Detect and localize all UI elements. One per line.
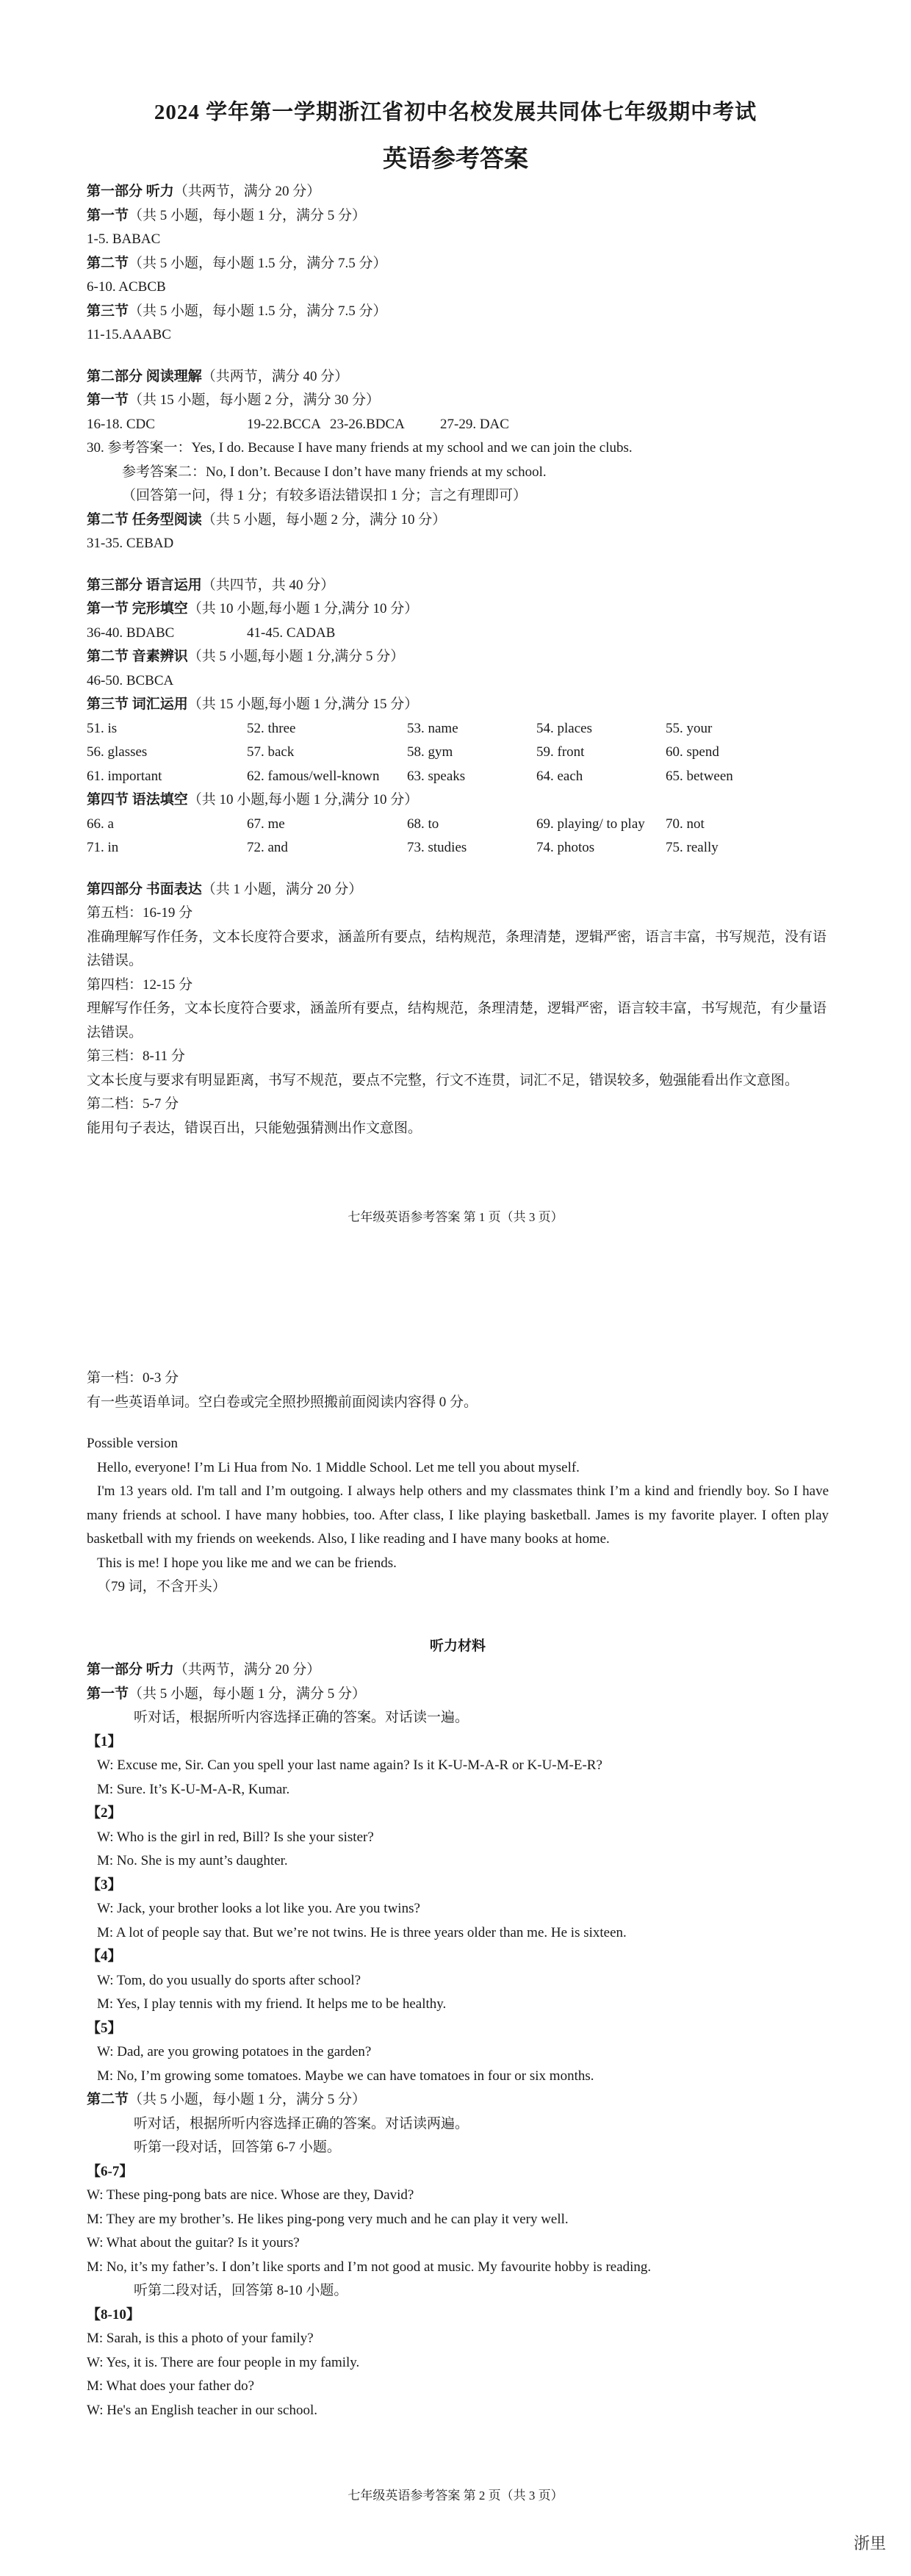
dialogue-label: 【5】 <box>87 2020 122 2036</box>
watermark-text: 浙里 <box>853 2534 886 2552</box>
page-2-body <box>87 1367 829 2422</box>
dialogue-line: W: Jack, your brother looks a lot like you. Are you twins? <box>97 1901 420 1916</box>
dialogue-line: M: No, I’m growing some tomatoes. Maybe we can have tomatoes in four or six months. <box>97 2068 594 2084</box>
dialogue-line: W: Tom, do you usually do sports after school? <box>97 1972 361 1988</box>
material-part2-heading: 第二节（共 5 小题，每小题 1 分，满分 5 分） <box>87 2092 367 2107</box>
grammar-row: 71. in 72. and 73. studies 74. photos 75. really <box>87 840 719 855</box>
material-part1-heading: 第一节（共 5 小题，每小题 1 分，满分 5 分） <box>87 1685 367 1702</box>
reading-part1-answers <box>87 413 829 437</box>
answer-page-1 <box>0 0 911 1264</box>
writing-section-heading: 第四部分 书面表达（共 1 小题，满分 20 分） <box>87 881 363 897</box>
dialogue-line: W: Dad, are you growing potatoes in the garden? <box>97 2044 372 2059</box>
dialogue-label: 【8-10】 <box>87 2306 140 2323</box>
material-part2-instruction: 听对话，根据所听内容选择正确的答案。对话读两遍。 <box>134 2115 469 2131</box>
material-part2-instruction: 听第二段对话，回答第 8-10 小题。 <box>134 2283 348 2298</box>
dialogue-line: W: What about the guitar? Is it yours? <box>87 2235 300 2251</box>
grade-2-label: 第二档：5-7 分 <box>87 1096 179 1112</box>
listening-part1-answers: 1-5. BABAC <box>87 231 161 247</box>
dialogue-line: W: Who is the girl in red, Bill? Is she your sister? <box>97 1829 374 1845</box>
essay-paragraph: This is me! I hope you like me and we can be friends. <box>97 1555 397 1571</box>
answer-key-body <box>87 180 829 1140</box>
grade-4-label: 第四档：12-15 分 <box>87 976 193 993</box>
dialogue-line: W: These ping-pong bats are nice. Whose are they, David? <box>87 2187 414 2203</box>
page-2-footer: 七年级英语参考答案 第 2 页（共 3 页） <box>348 2489 563 2503</box>
grade-5-criteria: 准确理解写作任务，文本长度符合要求，涵盖所有要点，结构规范，条理清楚，逻辑严密，语言丰富，书写规范，没有语法错误。 <box>87 929 827 968</box>
language-section-heading: 第三部分 语言运用（共四节，共 40 分） <box>87 577 335 593</box>
dialogue-label: 【1】 <box>87 1733 122 1749</box>
question-30-answer-1: 30. 参考答案一：Yes, I do. Because I have many friends at my school and we can join the clubs. <box>87 440 633 456</box>
answer-key-title: 英语参考答案 <box>383 146 528 173</box>
grade-3-label: 第三档：8-11 分 <box>87 1048 185 1064</box>
answer-page-2 <box>0 1264 911 2576</box>
grade-1-label: 第一档：0-3 分 <box>87 1370 179 1386</box>
listening-part3-heading: 第三节（共 5 小题，每小题 1.5 分，满分 7.5 分） <box>87 303 387 319</box>
exam-title: 2024 学年第一学期浙江省初中名校发展共同体七年级期中考试 <box>154 101 757 124</box>
dialogue-label: 【6-7】 <box>87 2163 134 2179</box>
reading-answer-group: 23-26.BDCA <box>330 416 405 432</box>
dialogue-line: M: A lot of people say that. But we’re not twins. He is three years older than me. He is sixteen. <box>97 1924 627 1940</box>
word-count-note: （79 词，不含开头） <box>97 1579 226 1594</box>
cloze-answers: 36-40. BDABC 41-45. CADAB <box>87 625 336 641</box>
dialogue-line: M: What does your father do? <box>87 2378 255 2394</box>
reading-part1-heading: 第一节（共 15 小题，每小题 2 分，满分 30 分） <box>87 392 381 408</box>
material-section-heading: 第一部分 听力（共两节，满分 20 分） <box>87 1662 321 1677</box>
reading-answer-group: 16-18. CDC <box>87 416 155 432</box>
reading-part2-answers: 31-35. CEBAD <box>87 536 174 551</box>
listening-part3-answers: 11-15.AAABC <box>87 327 171 342</box>
listening-section-heading: 第一部分 听力（共两节，满分 20 分） <box>87 184 321 199</box>
essay-paragraph: Hello, everyone! I’m Li Hua from No. 1 Middle School. Let me tell you about myself. <box>97 1459 580 1475</box>
vocabulary-row: 61. important 62. famous/well-known 63. speaks 64. each 65. between <box>87 768 733 784</box>
dialogue-line: W: Yes, it is. There are four people in my family. <box>87 2354 360 2370</box>
phoneme-answers: 46-50. BCBCA <box>87 672 174 688</box>
reading-section-heading: 第二部分 阅读理解（共两节，满分 40 分） <box>87 368 349 384</box>
dialogue-line: W: He's an English teacher in our school. <box>87 2402 318 2418</box>
essay-paragraph: I'm 13 years old. I'm tall and I’m outgoing. I always help others and my classmates think I’m a kind and friendly boy. So I have many friends at school. I have many hobbies, too. After class, I like playing basketball. James is my favorite player. I often play basketball with my friends on weekends. Also, I like reading and I have many books at home. <box>87 1483 829 1547</box>
reading-part2-heading: 第二节 任务型阅读（共 5 小题，每小题 2 分，满分 10 分） <box>87 511 447 528</box>
grade-5-label: 第五档：16-19 分 <box>87 905 193 921</box>
listening-part2-heading: 第二节（共 5 小题，每小题 1.5 分，满分 7.5 分） <box>87 255 387 271</box>
grammar-row: 66. a 67. me 68. to 69. playing/ to play 70. not <box>87 816 705 832</box>
grade-2-criteria: 能用句子表达，错误百出，只能勉强猜测出作文意图。 <box>87 1120 422 1136</box>
question-30-answer-2: 参考答案二：No, I don’t. Because I don’t have many friends at my school. <box>122 464 547 480</box>
vocabulary-heading: 第三节 词汇运用（共 15 小题,每小题 1 分,满分 15 分） <box>87 697 419 712</box>
dialogue-line: M: They are my brother’s. He likes ping-pong very much and he can play it very well. <box>87 2211 569 2227</box>
question-30-scoring-note: （回答第一问，得 1 分；有较多语法错误扣 1 分；言之有理即可） <box>122 488 527 503</box>
cloze-heading: 第一节 完形填空（共 10 小题,每小题 1 分,满分 10 分） <box>87 601 419 616</box>
phoneme-heading: 第二节 音素辨识（共 5 小题,每小题 1 分,满分 5 分） <box>87 649 405 664</box>
dialogue-line: M: Sarah, is this a photo of your family? <box>87 2331 314 2346</box>
grammar-heading: 第四节 语法填空（共 10 小题,每小题 1 分,满分 10 分） <box>87 792 419 807</box>
dialogue-line: M: Sure. It’s K-U-M-A-R, Kumar. <box>97 1781 290 1797</box>
grade-4-criteria: 理解写作任务，文本长度符合要求，涵盖所有要点，结构规范，条理清楚，逻辑严密，语言较丰富，书写规范，有少量语法错误。 <box>87 1001 827 1040</box>
material-part1-instruction: 听对话，根据所听内容选择正确的答案。对话读一遍。 <box>134 1710 469 1725</box>
reading-answer-group: 27-29. DAC <box>440 416 509 432</box>
listening-material-title: 听力材料 <box>429 1638 486 1654</box>
dialogue-label: 【2】 <box>87 1805 122 1821</box>
dialogue-line: M: Yes, I play tennis with my friend. It helps me to be healthy. <box>97 1996 447 2012</box>
dialogue-line: M: No. She is my aunt’s daughter. <box>97 1853 288 1868</box>
grade-3-criteria: 文本长度与要求有明显距离，书写不规范，要点不完整，行文不连贯，词汇不足，错误较多，勉强能看出作文意图。 <box>87 1072 799 1088</box>
grade-1-criteria: 有一些英语单词。空白卷或完全照抄照搬前面阅读内容得 0 分。 <box>87 1394 478 1410</box>
dialogue-line: W: Excuse me, Sir. Can you spell your last name again? Is it K-U-M-A-R or K-U-M-E-R? <box>97 1757 602 1773</box>
dialogue-label: 【4】 <box>87 1949 122 1964</box>
vocabulary-row: 51. is 52. three 53. name 54. places 55. your <box>87 720 713 736</box>
page-1-footer: 七年级英语参考答案 第 1 页（共 3 页） <box>348 1210 563 1224</box>
material-part2-instruction: 听第一段对话，回答第 6-7 小题。 <box>134 2140 341 2155</box>
dialogue-line: M: No, it’s my father’s. I don’t like sports and I’m not good at music. My favourite hobby is reading. <box>87 2259 652 2275</box>
possible-version-heading: Possible version <box>87 1436 179 1451</box>
dialogue-label: 【3】 <box>87 1877 122 1893</box>
listening-part1-heading: 第一节（共 5 小题，每小题 1 分，满分 5 分） <box>87 207 367 223</box>
listening-part2-answers: 6-10. ACBCB <box>87 279 166 295</box>
reading-answer-group: 19-22.BCCA <box>247 416 321 432</box>
vocabulary-row: 56. glasses 57. back 58. gym 59. front 60. spend <box>87 744 719 760</box>
